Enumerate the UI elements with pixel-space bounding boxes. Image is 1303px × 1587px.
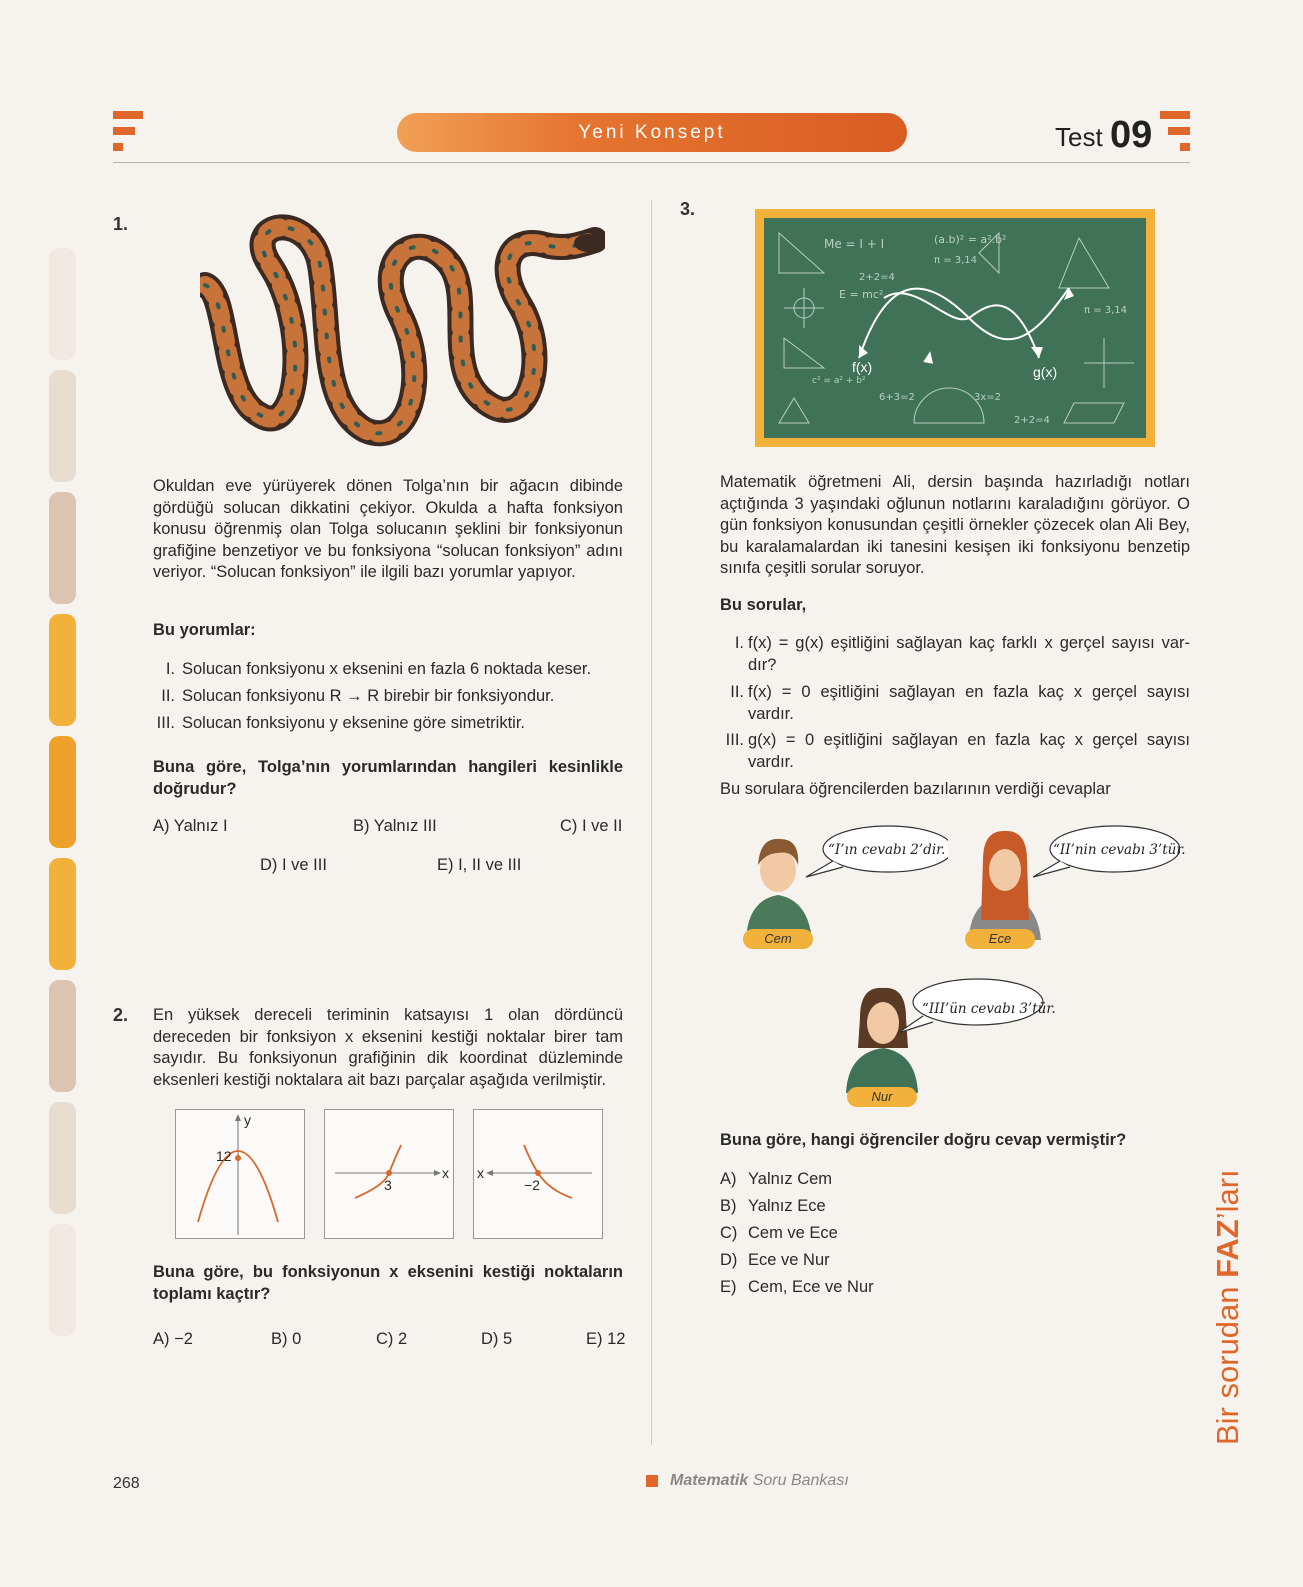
- snake-illustration: [200, 205, 605, 455]
- svg-text:Me = I + I: Me = I + I: [824, 237, 885, 251]
- svg-text:π = 3,14: π = 3,14: [934, 255, 978, 266]
- test-number: 09: [1110, 114, 1153, 156]
- svg-text:3x=2: 3x=2: [974, 392, 1002, 403]
- cem-speech: “I’ın cevabı 2’dir.: [828, 842, 946, 858]
- question-number-1: 1.: [113, 214, 129, 234]
- q1-subheading: Bu yorumlar:: [153, 621, 256, 639]
- column-divider: [651, 200, 652, 1445]
- f-label: f(x): [852, 359, 873, 375]
- header-divider: [113, 162, 1190, 163]
- section-title: Yeni Konsept: [397, 113, 907, 152]
- q2-question: Buna göre, bu fonksiyonun x eksenini kestiği noktaların toplamı kaçtır?: [153, 1263, 623, 1303]
- q3-answers-intro: Bu sorulara öğrencilerden bazılarının verdiği cevaplar: [720, 780, 1111, 798]
- question-number-3: 3.: [680, 199, 696, 219]
- svg-text:E = mc²: E = mc²: [839, 288, 884, 301]
- q1-option-b[interactable]: B) Yalnız III: [353, 817, 437, 835]
- q2-option-e[interactable]: E) 12: [586, 1330, 626, 1348]
- test-label: Test: [1055, 122, 1103, 152]
- svg-text:2+2=4: 2+2=4: [1014, 415, 1050, 426]
- svg-text:2+2=4: 2+2=4: [859, 272, 895, 283]
- q2-option-c[interactable]: C) 2: [376, 1330, 408, 1348]
- page-number: 268: [113, 1475, 140, 1492]
- svg-text:6+3=2: 6+3=2: [879, 392, 915, 403]
- q1-option-e[interactable]: E) I, II ve III: [437, 856, 522, 874]
- side-slogan: Bir sorudan FAZ’ları: [1210, 1169, 1245, 1445]
- g-label: g(x): [1033, 364, 1058, 380]
- svg-text:π = 3,14: π = 3,14: [1084, 305, 1128, 316]
- q2-option-a[interactable]: A) −2: [153, 1330, 193, 1348]
- q3-question: Buna göre, hangi öğrenciler doğru cevap vermiştir?: [720, 1131, 1127, 1149]
- q3-paragraph: Matematik öğretmeni Ali, dersin başında hazırladığı notları açtığında 3 yaşındaki oğlunun notlarını karaladığını görüyor. O gün fonksiyon konusundan çeşitli örnekler çözecek olan Ali Bey, bu karalamalardan iki tanesini kesişen iki fonksiyonu benzetip sınıfa çeşitli sorular soruyor.: [720, 473, 1190, 578]
- q1-paragraph: Okuldan eve yürüyerek dönen Tolga’nın bir ağacın dibinde gördüğü solucan dikkatini çekiyor. Okulda a hafta fonksiyon konusu öğrenmiş olan Tolga solucanın şeklini bir fonksiyonun grafiğine benzetiyor ve bu fonksiyona “solucan fonksiyon” adını veriyor. “Solucan fonksiyon” ile ilgili bazı yorumlar yapıyor.: [153, 477, 623, 582]
- q3-subheading: Bu sorular,: [720, 596, 807, 614]
- q1-option-d[interactable]: D) I ve III: [260, 856, 327, 874]
- svg-text:c² = a² + b²: c² = a² + b²: [812, 376, 866, 386]
- chalkboard: [755, 209, 1155, 447]
- ece-name-tag: Ece: [965, 929, 1035, 949]
- q2-option-b[interactable]: B) 0: [271, 1330, 302, 1348]
- nur-speech: “III’ün cevabı 3’tür.: [922, 1001, 1056, 1017]
- question-number-2: 2.: [113, 1005, 129, 1025]
- q1-question: Buna göre, Tolga’nın yorumlarından hangileri kesinlikle doğrudur?: [153, 758, 623, 798]
- q1-option-a[interactable]: A) Yalnız I: [153, 817, 228, 835]
- graph-y-intercept: y 12: [175, 1109, 305, 1239]
- q2-paragraph: En yüksek dereceli teriminin katsayısı 1 olan dördüncü dereceden bir fonksiyon x eksenini kestiği noktalar birer tam sayıdır. Bu fonksiyonun grafiğinin dik koordinat düzleminde eksenleri kestiği noktalara ait bazı parçalar aşağıda verilmiştir.: [153, 1006, 623, 1089]
- cem-name-tag: Cem: [743, 929, 813, 949]
- graph-root-negative: x −2: [473, 1109, 603, 1239]
- q2-option-d[interactable]: D) 5: [481, 1330, 513, 1348]
- footer-square-icon: [646, 1475, 658, 1487]
- nur-name-tag: Nur: [847, 1087, 917, 1107]
- svg-text:(a.b)² = a².b²: (a.b)² = a².b²: [934, 233, 1007, 246]
- ece-speech: “II’nin cevabı 3’tür.: [1053, 842, 1186, 858]
- graph-root-positive: x 3: [324, 1109, 454, 1239]
- q1-option-c[interactable]: C) I ve II: [560, 817, 623, 835]
- book-title: Matematik Soru Bankası: [670, 1472, 849, 1489]
